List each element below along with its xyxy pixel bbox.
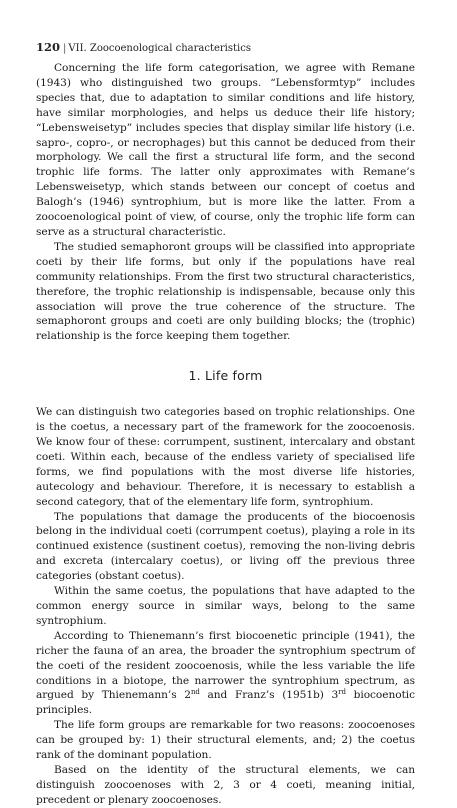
paragraph: We can distinguish two categories based on trophic relationships. One is the coetus, a necessary part of the framework for the zoocoenosis. We know four of these: corrumpent, sustinent, intercalary and obstant coeti. Within each, because of the endless variety of specialised life forms, we find populations with the most diverse life histories, autecology and behaviour. Therefore, it is necessary to establish a second category, that of the elementary life form, syntrophium. [36, 406, 415, 508]
paragraph: The studied semaphoront groups will be classified into appropriate coeti by their life forms, but only if the populations have real community relationships. From the first two structural characteristics, therefore, the trophic relationship is indispensable, because only this association will prove the true coherence of the structure. The semaphoront groups and coeti are only building blocks; the (trophic) relationship is the force keeping them together. [36, 240, 415, 343]
paragraph: Within the same coetus, the populations that have adapted to the common energy source in similar ways, belong to the same syntrophium. [36, 585, 415, 627]
paragraph: Based on the identity of the structural elements, we can distinguish zoocoenoses with 2, 3 or 4 coeti, meaning initial, precedent or plenary zoocoenoses. [36, 763, 415, 806]
paragraph-thienemann [36, 629, 415, 718]
paragraph: Concerning the life form categorisation, we agree with Remane (1943) who distinguished two groups. “Lebensformtyp” includes species that, due to adaptation to similar conditions and life history, have similar morphologies, and helps us deduce their life history; “Lebensweisetyp” includes species that display similar life history (i.e. sapro-, copro-, or necrophages) but this cannot be deduced from their morphology. We call the first a structural life form, and the second trophic life forms. The latter only approximates with Remane’s Lebensweisetyp, which stands between our concept of coetus and Balogh’s (1946) syntrophium, but is more like the latter. From a zoocoenological point of view, of course, only the trophic life form can serve as a structural characteristic. [36, 62, 415, 238]
paragraph: The populations that damage the producents of the biocoenosis belong in the individual coeti (corrumpent coetus), playing a role in its continued existence (sustinent coetus), removing the non-living debris and excreta (intercalary coetus), or living off the previous three categories (obstant coetus). [36, 510, 415, 583]
section-heading: 1. Life form [188, 368, 263, 384]
chapter-title: VII. Zoocoenological characteristics [68, 43, 251, 54]
ordinal-superscript: rd [338, 688, 346, 697]
text-run: According to Thienemann’s first biocoenetic principle (1941), the richer the fauna of an area, the broader the syntrophium spectrum of the coeti of the resident zoocoenosis, while the less variable the life conditions in a biotope, the narrower the syntrophium spectrum, as argued by Thienemann’s 2 [36, 629, 415, 702]
ordinal-superscript: nd [190, 688, 200, 697]
header-separator: | [63, 43, 67, 54]
paragraph: The life form groups are remarkable for two reasons: zoocoenoses can be grouped by: 1) their structural elements, and; 2) the coetus rank of the dominant population. [36, 719, 415, 762]
text-run: biocoenotic principles. [36, 689, 415, 717]
text-run: and Franz’s (1951b) 3 [199, 689, 339, 702]
page-number: 120 [36, 40, 61, 54]
running-header [36, 41, 415, 55]
